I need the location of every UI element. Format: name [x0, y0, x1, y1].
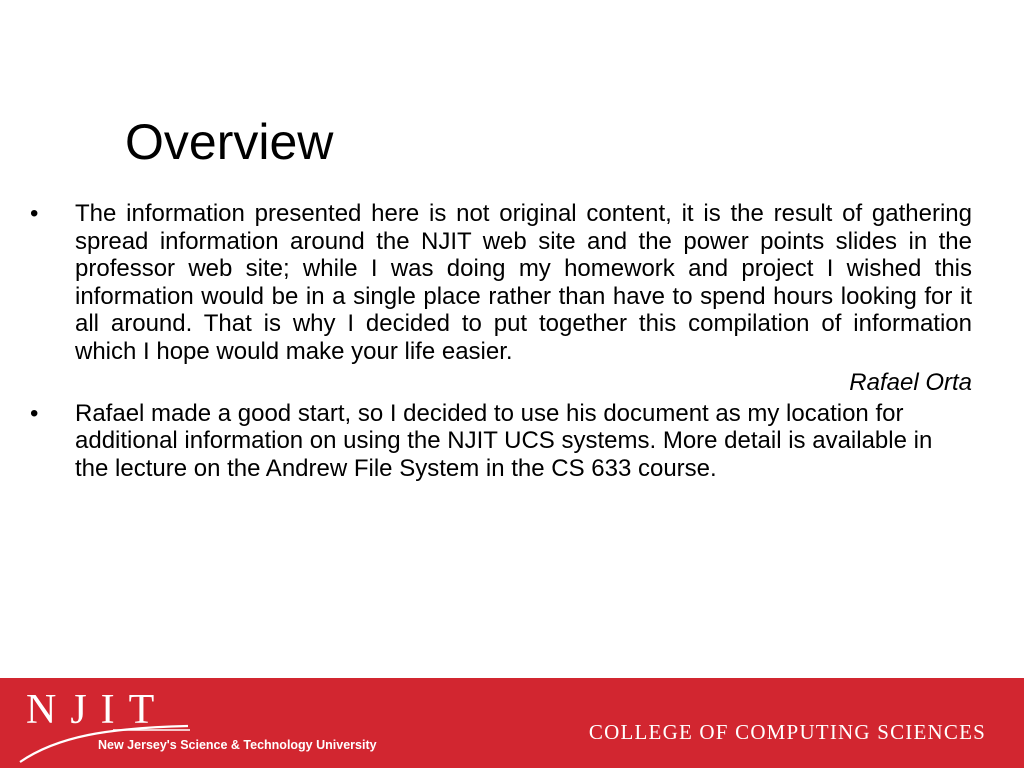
bullet-text: Rafael made a good start, so I decided to use his document as my location for additional information on using the NJIT UCS systems. More detail is available in the lecture on the Andrew File System in the CS 633 course.	[75, 399, 933, 482]
bullet-text: The information presented here is not original content, it is the result of gathering spread information around the NJIT web site and the power points slides in the professor web site; while I was doing my homework and project I wished this information would be in a single place rather than have to spend hours looking for it all around. That is why I decided to put together this compilation of information which I hope would make your life easier.	[75, 200, 972, 365]
college-name: COLLEGE OF COMPUTING SCIENCES	[588, 720, 986, 744]
footer-banner	[0, 678, 1024, 768]
njit-logo	[18, 684, 378, 766]
bullet-icon: •	[30, 399, 39, 427]
logo-tagline: New Jersey's Science & Technology University	[98, 738, 377, 752]
bullet-icon: •	[30, 200, 39, 227]
bullet-list	[30, 200, 972, 482]
bullet-item	[30, 200, 972, 397]
slide-title: Overview	[125, 114, 334, 170]
bullet-item	[30, 400, 972, 483]
logo-text: NJIT	[26, 687, 169, 733]
attribution: Rafael Orta	[849, 369, 972, 396]
